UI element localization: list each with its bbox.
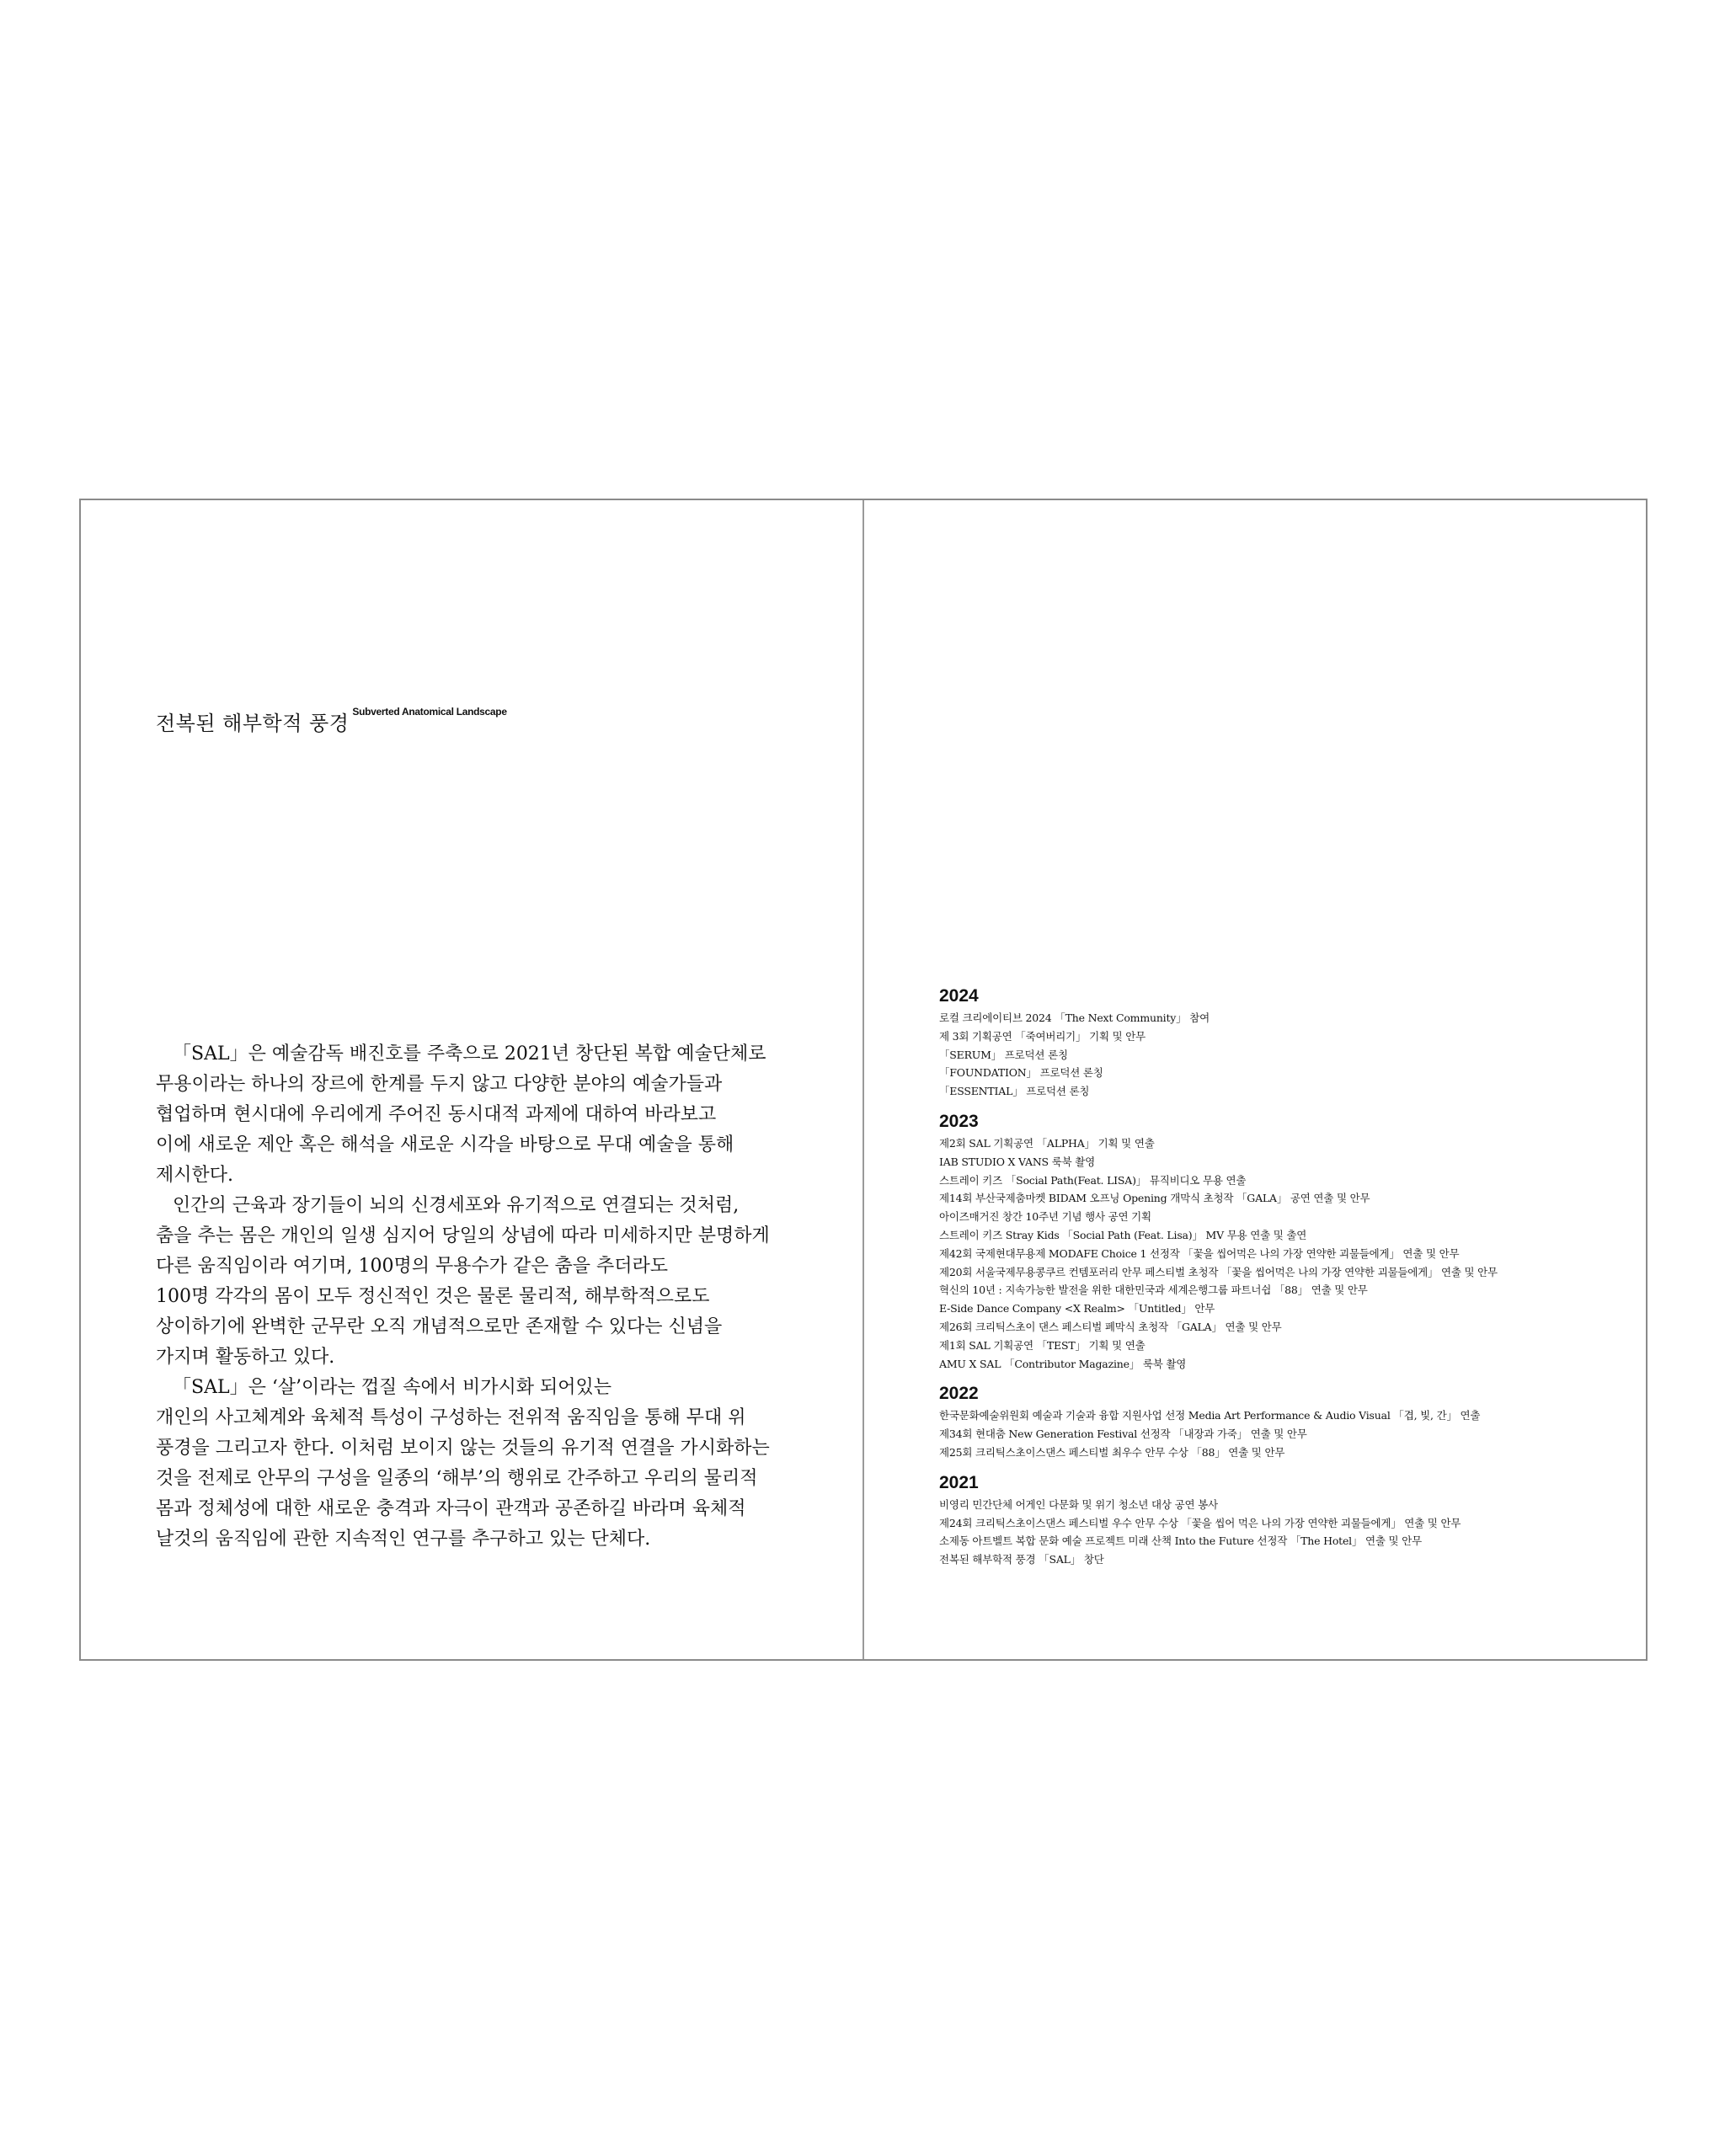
timeline-entry: 혁신의 10년 : 지속가능한 발전을 위한 대한민국과 세계은행그룹 파트너쉽 「88」 연출 및 안무	[939, 1283, 1368, 1297]
page-title	[156, 706, 507, 735]
year-heading: 2023	[939, 1111, 979, 1131]
timeline-entry: 아이즈매거진 창간 10주년 기념 행사 공연 기획	[939, 1210, 1151, 1224]
timeline-entry: 스트레이 키즈 Stray Kids 「Social Path (Feat. Lisa)」 MV 무용 연출 및 출연	[939, 1228, 1307, 1241]
year-heading: 2024	[939, 986, 979, 1006]
paragraph-line: 다른 움직임이라 여기며, 100명의 무용수가 같은 춤을 추더라도	[156, 1256, 668, 1277]
history-timeline	[939, 985, 1630, 1579]
year-heading: 2021	[939, 1472, 979, 1492]
timeline-entry: 「ESSENTIAL」 프로덕션 론칭	[939, 1085, 1090, 1098]
timeline-entry: 제2회 SAL 기획공연 「ALPHA」 기획 및 연출	[939, 1136, 1155, 1150]
timeline-entry: 로컬 크리에이티브 2024 「The Next Community」 참여	[939, 1011, 1210, 1024]
paragraph-line: 풍경을 그리고자 한다. 이처럼 보이지 않는 것들의 유기적 연결을 가시화하는	[156, 1438, 770, 1459]
timeline-entry: 제25회 크리틱스초이스댄스 페스티벌 최우수 안무 수상 「88」 연출 및 안무	[939, 1445, 1285, 1459]
year-section-2022	[939, 1383, 1630, 1461]
timeline-entry: 「FOUNDATION」 프로덕션 론칭	[939, 1066, 1103, 1080]
paragraph-line: 춤을 추는 몸은 개인의 일생 심지어 당일의 상념에 따라 미세하지만 분명하게	[156, 1225, 770, 1246]
timeline-entry: 제24회 크리틱스초이스댄스 페스티벌 우수 안무 수상 「꽃을 씹어 먹은 나의 가장 연약한 괴물들에게」 연출 및 안무	[939, 1516, 1461, 1529]
left-page	[81, 500, 864, 1659]
timeline-entry: E-Side Dance Company <X Realm> 「Untitled」 안무	[939, 1302, 1215, 1315]
year-section-2024	[939, 985, 1630, 1101]
timeline-entry: 스트레이 키즈 「Social Path(Feat. LISA)」 뮤직비디오 무용 연출	[939, 1173, 1247, 1187]
book-spread	[79, 499, 1648, 1661]
paragraph-line: 100명 각각의 몸이 모두 정신적인 것은 물론 물리적, 해부학적으로도	[156, 1286, 710, 1307]
timeline-entry: 제42회 국제현대무용제 MODAFE Choice 1 선정작 「꽃을 씹어먹은 나의 가장 연약한 괴물들에게」 연출 및 안무	[939, 1246, 1460, 1260]
paragraph-line: 인간의 근육과 장기들이 뇌의 신경세포와 유기적으로 연결되는 것처럼,	[173, 1195, 740, 1216]
timeline-entry: 제26회 크리틱스초이 댄스 페스티벌 폐막식 초청작 「GALA」 연출 및 안무	[939, 1320, 1282, 1333]
timeline-entry: 「SERUM」 프로덕션 론칭	[939, 1048, 1068, 1061]
paragraph-line: 제시한다.	[156, 1165, 234, 1186]
year-section-2023	[939, 1111, 1630, 1373]
timeline-entry: 한국문화예술위원회 예술과 기술과 융합 지원사업 선정 Media Art Performance & Audio Visual 「겹, 빛, 간」 연출	[939, 1409, 1481, 1422]
timeline-entry: AMU X SAL 「Contributor Magazine」 룩북 촬영	[939, 1357, 1187, 1370]
paragraph-line: 것을 전제로 안무의 구성을 일종의 ‘해부’의 행위로 간주하고 우리의 물리적	[156, 1468, 758, 1489]
timeline-entry: 제34회 현대춤 New Generation Festival 선정작 「내장과 가죽」 연출 및 안무	[939, 1428, 1307, 1441]
paragraph-line: 날것의 움직임에 관한 지속적인 연구를 추구하고 있는 단체다.	[156, 1529, 651, 1550]
title-korean: 전복된 해부학적 풍경	[156, 712, 350, 735]
paragraph-line: 「SAL」은 예술감독 배진호를 주축으로 2021년 창단된 복합 예술단체로	[173, 1043, 766, 1065]
timeline-entry: IAB STUDIO X VANS 룩북 촬영	[939, 1155, 1095, 1168]
timeline-entry: 비영리 민간단체 어게인 다문화 및 위기 청소년 대상 공연 봉사	[939, 1497, 1218, 1511]
paragraph-line: 무용이라는 하나의 장르에 한계를 두지 않고 다양한 분야의 예술가들과	[156, 1074, 723, 1095]
timeline-entry: 제20회 서울국제무용콩쿠르 컨템포러리 안무 페스티벌 초청작 「꽃을 씹어먹은 나의 가장 연약한 괴물들에게」 연출 및 안무	[939, 1265, 1498, 1278]
paragraph-line: 개인의 사고체계와 육체적 특성이 구성하는 전위적 움직임을 통해 무대 위	[156, 1407, 746, 1428]
timeline-entry: 제14회 부산국제춤마켓 BIDAM 오프닝 Opening 개막식 초청작 「GALA」 공연 연출 및 안무	[939, 1192, 1370, 1205]
title-english: Subverted Anatomical Landscape	[352, 706, 507, 718]
year-heading: 2022	[939, 1384, 979, 1404]
timeline-entry: 제1회 SAL 기획공연 「TEST」 기획 및 연출	[939, 1338, 1146, 1352]
year-section-2021	[939, 1472, 1630, 1569]
right-page	[864, 500, 1646, 1659]
timeline-entry: 전복된 해부학적 풍경 「SAL」 창단	[939, 1553, 1104, 1566]
paragraph-line: 몸과 정체성에 대한 새로운 충격과 자극이 관객과 공존하길 바라며 육체적	[156, 1498, 746, 1519]
paragraph-line: 「SAL」은 ‘살’이라는 껍질 속에서 비가시화 되어있는	[173, 1377, 612, 1398]
paragraph-line: 이에 새로운 제안 혹은 해석을 새로운 시각을 바탕으로 무대 예술을 통해	[156, 1134, 734, 1155]
timeline-entry: 제 3회 기획공연 「죽여버리기」 기획 및 안무	[939, 1029, 1146, 1043]
timeline-entry: 소제동 아트벨트 복합 문화 예술 프로젝트 미래 산책 Into the Future 선정작 「The Hotel」 연출 및 안무	[939, 1534, 1422, 1548]
paragraph-line: 협업하며 현시대에 우리에게 주어진 동시대적 과제에 대하여 바라보고	[156, 1104, 717, 1125]
intro-text	[156, 1039, 830, 1555]
paragraph-line: 가지며 활동하고 있다.	[156, 1347, 335, 1368]
paragraph-line: 상이하기에 완벽한 군무란 오직 개념적으로만 존재할 수 있다는 신념을	[156, 1316, 723, 1337]
